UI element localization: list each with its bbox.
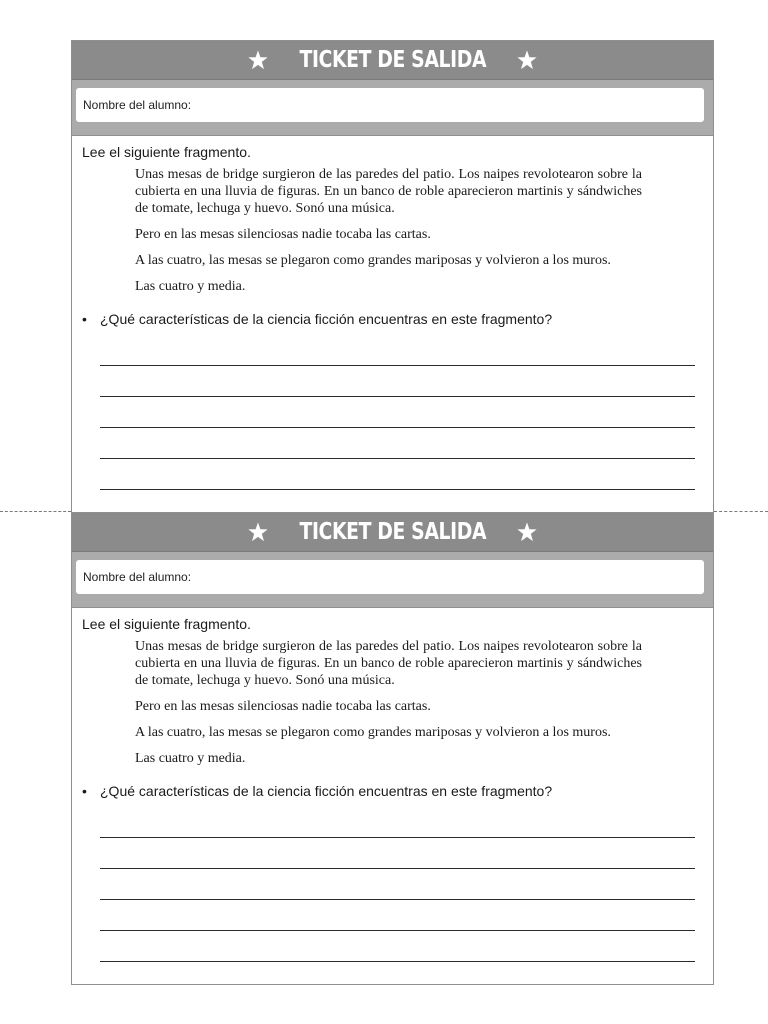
answer-lines bbox=[100, 335, 695, 490]
answer-line[interactable] bbox=[100, 366, 695, 397]
ticket-title: TICKET DE SALIDA bbox=[299, 47, 486, 73]
question bbox=[82, 311, 695, 327]
star-icon bbox=[247, 521, 269, 543]
fragment-paragraph: Pero en las mesas silenciosas nadie tocaba las cartas. bbox=[135, 227, 431, 242]
fragment-quote bbox=[135, 166, 642, 295]
ticket-title: TICKET DE SALIDA bbox=[299, 519, 486, 545]
answer-line[interactable] bbox=[100, 900, 695, 931]
instruction: Lee el siguiente fragmento. bbox=[82, 144, 251, 160]
answer-lines bbox=[100, 807, 695, 962]
star-icon bbox=[516, 49, 538, 71]
fragment-paragraph: Las cuatro y media. bbox=[135, 751, 246, 766]
ticket-content bbox=[72, 136, 713, 490]
cut-line-left bbox=[0, 511, 71, 512]
exit-ticket-1 bbox=[71, 40, 714, 512]
answer-line[interactable] bbox=[100, 397, 695, 428]
fragment-paragraph: Unas mesas de bridge surgieron de las paredes del patio. Los naipes revolotearon sobre la cubierta en una lluvia de figuras. En un banco de roble aparecieron martinis y sándwiches de tomate, lechuga y huevo. Sonó una música. bbox=[135, 167, 642, 216]
bullet: • bbox=[82, 783, 87, 799]
ticket-header bbox=[72, 513, 713, 552]
cut-line-right bbox=[714, 511, 768, 512]
ticket-content bbox=[72, 608, 713, 962]
student-name-field[interactable] bbox=[76, 88, 704, 122]
fragment-paragraph: A las cuatro, las mesas se plegaron como grandes mariposas y volvieron a los muros. bbox=[135, 725, 611, 740]
question-text: ¿Qué características de la ciencia ficción encuentras en este fragmento? bbox=[100, 311, 553, 327]
name-strip bbox=[72, 552, 713, 608]
star-icon bbox=[516, 521, 538, 543]
answer-line[interactable] bbox=[100, 335, 695, 366]
fragment-paragraph: Pero en las mesas silenciosas nadie tocaba las cartas. bbox=[135, 699, 431, 714]
answer-line[interactable] bbox=[100, 838, 695, 869]
student-name-field[interactable] bbox=[76, 560, 704, 594]
fragment-quote bbox=[135, 638, 642, 767]
bullet: • bbox=[82, 311, 87, 327]
question bbox=[82, 783, 695, 799]
student-name-label: Nombre del alumno: bbox=[83, 570, 192, 584]
star-icon bbox=[247, 49, 269, 71]
answer-line[interactable] bbox=[100, 869, 695, 900]
exit-ticket-2 bbox=[71, 512, 714, 985]
ticket-header bbox=[72, 41, 713, 80]
answer-line[interactable] bbox=[100, 807, 695, 838]
name-strip bbox=[72, 80, 713, 136]
fragment-paragraph: A las cuatro, las mesas se plegaron como grandes mariposas y volvieron a los muros. bbox=[135, 253, 611, 268]
answer-line[interactable] bbox=[100, 931, 695, 962]
student-name-label: Nombre del alumno: bbox=[83, 98, 192, 112]
fragment-paragraph: Las cuatro y media. bbox=[135, 279, 246, 294]
fragment-paragraph: Unas mesas de bridge surgieron de las paredes del patio. Los naipes revolotearon sobre la cubierta en una lluvia de figuras. En un banco de roble aparecieron martinis y sándwiches de tomate, lechuga y huevo. Sonó una música. bbox=[135, 639, 642, 688]
answer-line[interactable] bbox=[100, 428, 695, 459]
question-text: ¿Qué características de la ciencia ficción encuentras en este fragmento? bbox=[100, 783, 553, 799]
instruction: Lee el siguiente fragmento. bbox=[82, 616, 251, 632]
answer-line[interactable] bbox=[100, 459, 695, 490]
